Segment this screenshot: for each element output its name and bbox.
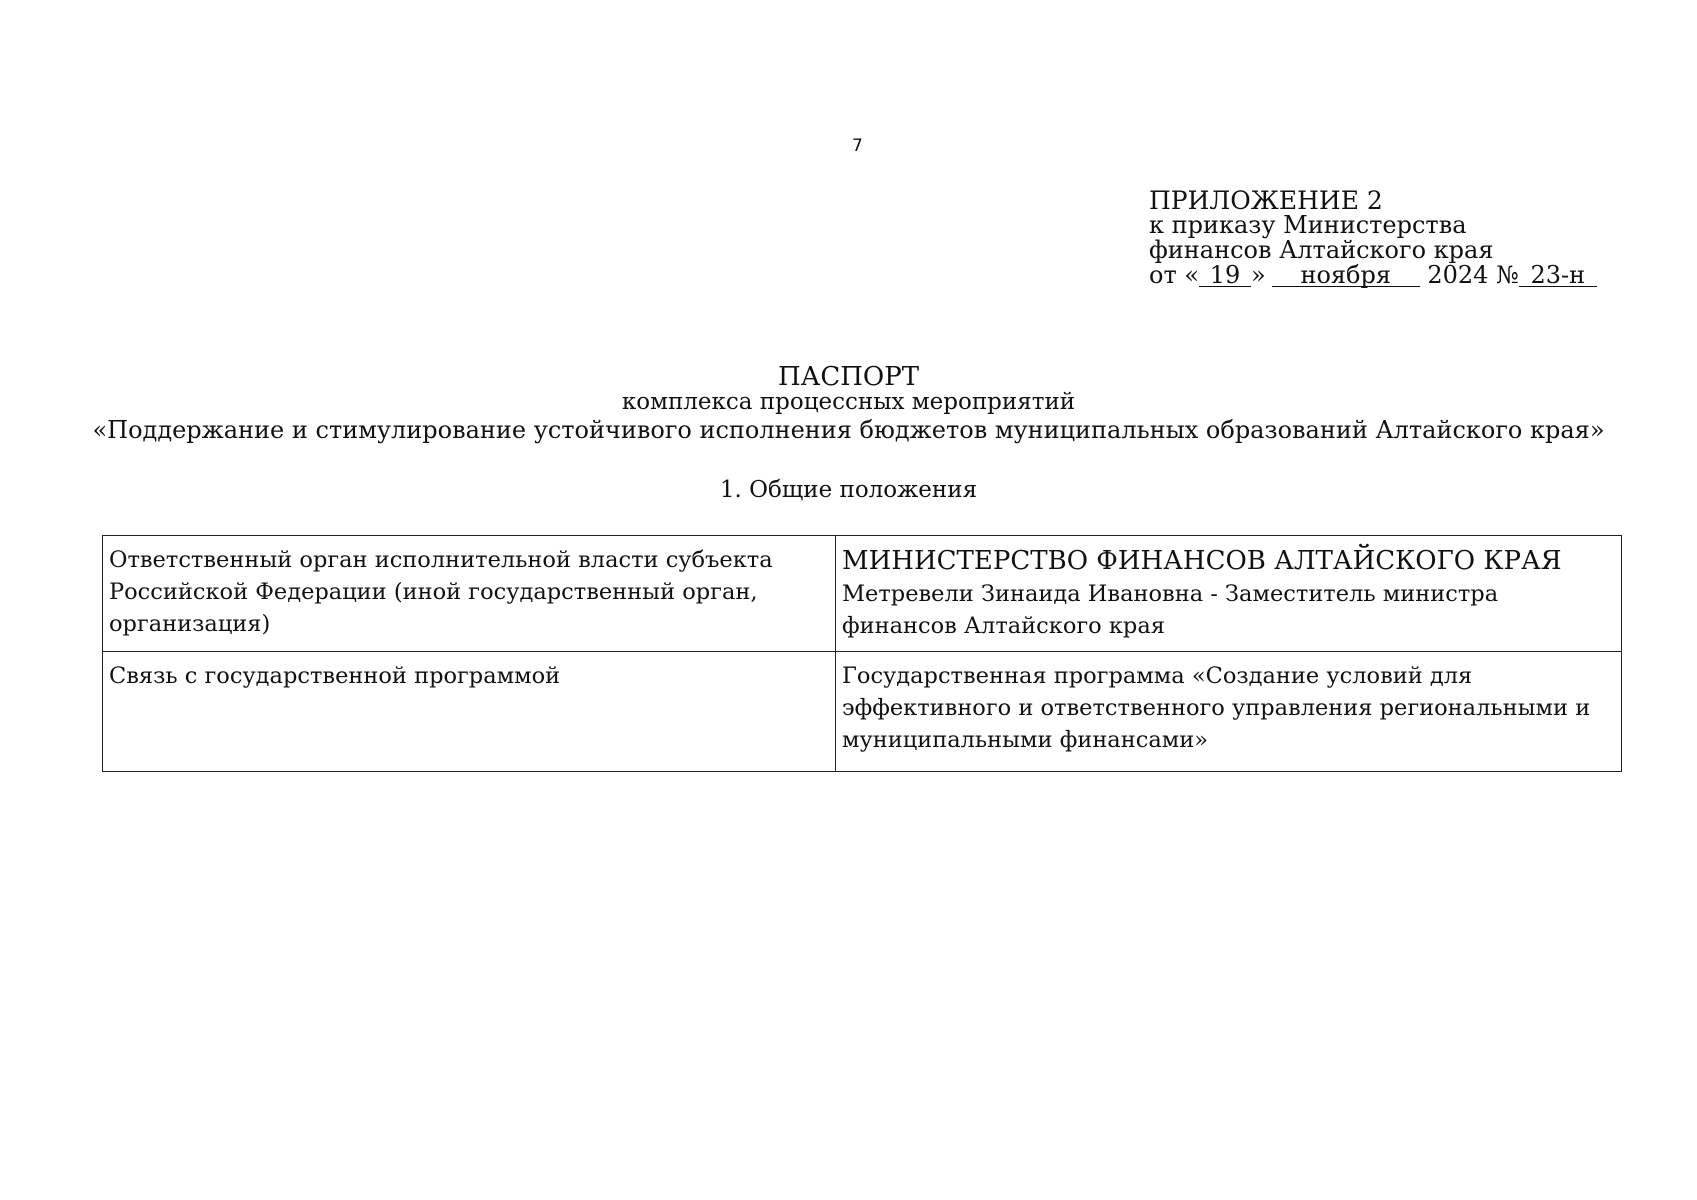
appendix-date-line [1149, 263, 1597, 288]
ministry-name: МИНИСТЕРСТВО ФИНАНСОВ АЛТАЙСКОГО КРАЯ [842, 546, 1562, 576]
page-number: 7 [852, 136, 863, 156]
date-day-suffix: » [1251, 261, 1266, 289]
date-day: 19 [1199, 264, 1251, 287]
date-year-number-label: 2024 № [1427, 261, 1519, 289]
appendix-block [1149, 188, 1597, 288]
appendix-line-2: финансов Алтайского края [1149, 236, 1494, 264]
table-cell-value: Государственная программа «Создание условий для эффективного и ответственного управления региональными и муниципальными финансами» [836, 652, 1622, 772]
table-cell-label: Связь с государственной программой [103, 652, 836, 772]
passport-subtitle: комплекса процессных мероприятий [621, 389, 1076, 415]
order-number: 23-н [1519, 264, 1597, 287]
table-row [103, 652, 1622, 772]
date-prefix: от « [1149, 261, 1200, 289]
date-month: ноября [1272, 264, 1420, 287]
responsible-person: Метревели Зинаида Ивановна - Заместитель министра финансов Алтайского края [842, 581, 1499, 639]
appendix-line-1: к приказу Министерства [1149, 211, 1467, 239]
passport-title: ПАСПОРТ [777, 362, 920, 392]
appendix-title: ПРИЛОЖЕНИЕ 2 [1149, 186, 1383, 215]
section-title: 1. Общие положения [719, 477, 978, 503]
passport-name: «Поддержание и стимулирование устойчивого исполнения бюджетов муниципальных образований Алтайского края» [92, 416, 1605, 444]
table-cell-label: Ответственный орган исполнительной власти субъекта Российской Федерации (иной государственный орган, организация) [103, 536, 836, 652]
table-row [103, 536, 1622, 652]
general-provisions-table [102, 535, 1622, 772]
table-cell-value [836, 536, 1622, 652]
